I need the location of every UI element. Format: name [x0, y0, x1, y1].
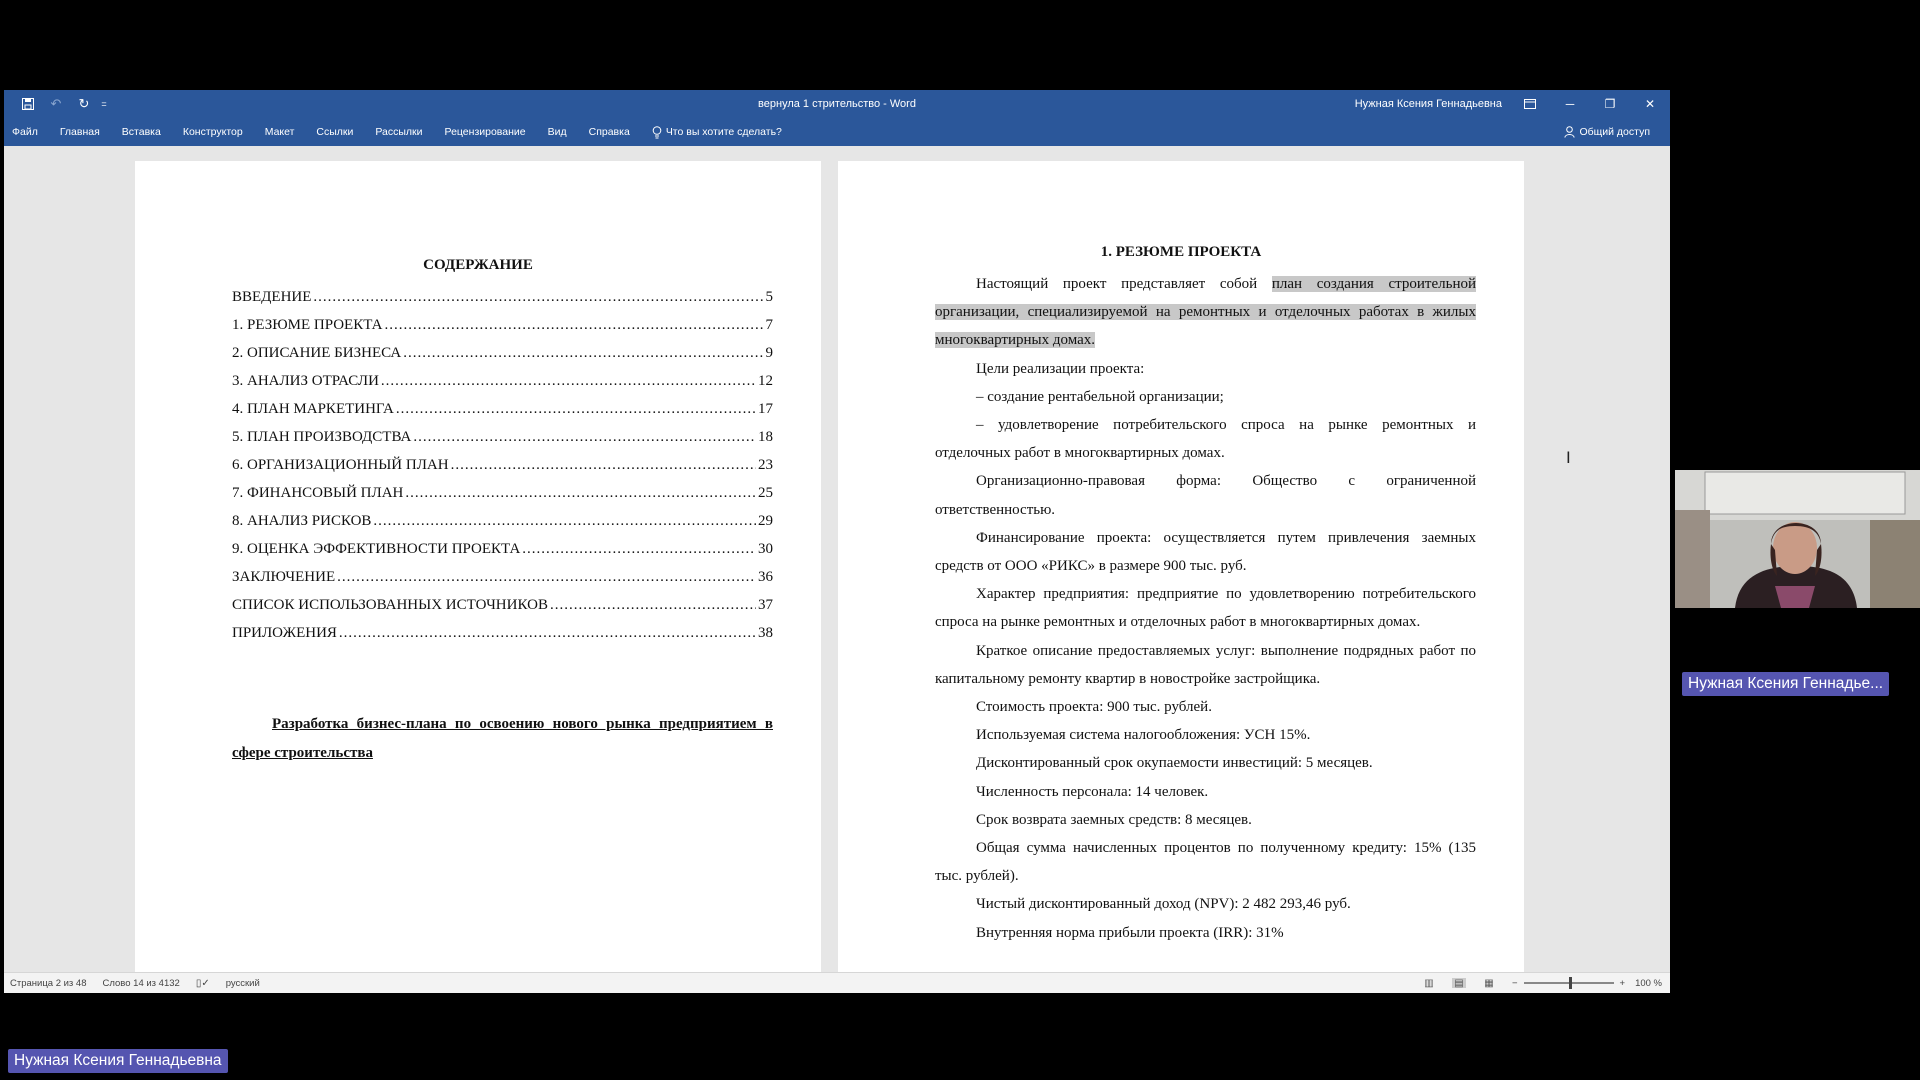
- toc-leader-dots: [373, 513, 756, 530]
- toc-entry-label: 7. ФИНАНСОВЫЙ ПЛАН: [232, 485, 404, 501]
- toc-entry-page: 18: [758, 429, 773, 445]
- tab-help[interactable]: Справка: [588, 126, 630, 138]
- toc-entry[interactable]: [232, 317, 773, 345]
- body-paragraph: Дисконтированный срок окупаемости инвестиций: 5 месяцев.: [976, 755, 1373, 772]
- toc-entry-label: 1. РЕЗЮМЕ ПРОЕКТА: [232, 317, 383, 333]
- participant-video[interactable]: [1675, 470, 1920, 608]
- toc-leader-dots: [403, 345, 763, 362]
- toc-leader-dots: [339, 625, 756, 642]
- toc-entry-label: ЗАКЛЮЧЕНИЕ: [232, 569, 336, 585]
- person-icon: [1564, 126, 1575, 138]
- tab-file[interactable]: Файл: [12, 126, 38, 138]
- user-name[interactable]: Нужная Ксения Геннадьевна: [1354, 98, 1502, 110]
- body-paragraph: Организационно-правовая форма: Общество с ограниченной ответственностью.: [935, 473, 1476, 518]
- toc-entry-label: 2. ОПИСАНИЕ БИЗНЕСА: [232, 345, 402, 361]
- toc-entry-label: 6. ОРГАНИЗАЦИОННЫЙ ПЛАН: [232, 457, 449, 473]
- toc-leader-dots: [381, 373, 756, 390]
- body-paragraph: Стоимость проекта: 900 тыс. рублей.: [976, 699, 1212, 716]
- body-paragraph: Срок возврата заемных средств: 8 месяцев.: [976, 811, 1252, 828]
- toc-entry-label: 9. ОЦЕНКА ЭФФЕКТИВНОСТИ ПРОЕКТА: [232, 541, 521, 557]
- close-icon[interactable]: ✕: [1644, 97, 1656, 111]
- toc-entry-page: 36: [758, 569, 773, 585]
- toc-entry-page: 23: [758, 457, 773, 473]
- toc-entry-label: 8. АНАЛИЗ РИСКОВ: [232, 513, 372, 529]
- tab-mailings[interactable]: Рассылки: [375, 126, 423, 138]
- minimize-icon[interactable]: ─: [1565, 97, 1575, 111]
- toc-leader-dots: [405, 485, 756, 502]
- tab-design[interactable]: Конструктор: [182, 126, 243, 138]
- body-paragraph: Общая сумма начисленных процентов по полученному кредиту: 15% (135 тыс. рублей).: [935, 840, 1476, 885]
- body-paragraph: Финансирование проекта: осуществляется путем привлечения заемных средств от ООО «РИКС» в размере 900 тыс. руб.: [935, 529, 1476, 575]
- body-paragraph: Цели реализации проекта:: [976, 360, 1145, 377]
- text-cursor-icon: I: [1566, 448, 1571, 467]
- toc-entry-label: 3. АНАЛИЗ ОТРАСЛИ: [232, 373, 379, 389]
- redo-icon[interactable]: ↻: [78, 96, 90, 111]
- ribbon-display-options-icon[interactable]: [1510, 90, 1550, 118]
- toc-leader-dots: [550, 597, 756, 614]
- toc-leader-dots: [522, 541, 756, 558]
- tab-review[interactable]: Рецензирование: [444, 126, 526, 138]
- toc-entry-page: 29: [758, 513, 773, 529]
- toc-entry[interactable]: [232, 401, 773, 429]
- word-window: [4, 90, 1670, 993]
- toc-entry[interactable]: [232, 429, 773, 457]
- zoom-out-icon[interactable]: −: [1511, 977, 1518, 989]
- toc-entry-page: 38: [758, 625, 773, 641]
- section-body: [935, 270, 1476, 947]
- body-paragraph: Используемая система налогообложения: УСН 15%.: [976, 727, 1311, 744]
- toc-entry-page: 5: [765, 289, 773, 305]
- toc-leader-dots: [396, 401, 756, 418]
- tab-insert[interactable]: Вставка: [121, 126, 161, 138]
- section-heading: 1. РЕЗЮМЕ ПРОЕКТА: [1100, 244, 1262, 260]
- toc-entry-page: 12: [758, 373, 773, 389]
- toc-entry[interactable]: [232, 345, 773, 373]
- toc-entry-label: 4. ПЛАН МАРКЕТИНГА: [232, 401, 394, 417]
- toc-entry-label: 5. ПЛАН ПРОИЗВОДСТВА: [232, 429, 412, 445]
- toc-entry[interactable]: [232, 625, 773, 653]
- tab-view[interactable]: Вид: [547, 126, 567, 138]
- document-page-1[interactable]: [135, 161, 821, 993]
- presenter-name-badge: Нужная Ксения Геннадьевна: [8, 1049, 228, 1073]
- toc-entry[interactable]: [232, 513, 773, 541]
- tab-layout[interactable]: Макет: [264, 126, 295, 138]
- zoom-level[interactable]: 100 %: [1635, 977, 1662, 989]
- toc-entry-page: 37: [758, 597, 773, 613]
- toc-entry-label: СПИСОК ИСПОЛЬЗОВАННЫХ ИСТОЧНИКОВ: [232, 597, 548, 613]
- toc-entry-label: ПРИЛОЖЕНИЯ: [232, 625, 337, 641]
- toc-leader-dots: [451, 457, 756, 474]
- table-of-contents: [232, 289, 773, 653]
- page-counter[interactable]: Страница 2 из 48: [10, 977, 87, 989]
- document-page-2[interactable]: [838, 161, 1524, 993]
- toc-leader-dots: [313, 289, 763, 306]
- toc-leader-dots: [413, 429, 756, 446]
- body-paragraph: – создание рентабельной организации;: [976, 388, 1224, 405]
- toc-entry-label: ВВЕДЕНИЕ: [232, 289, 312, 305]
- tell-me-box[interactable]: [652, 126, 782, 139]
- toc-entry[interactable]: [232, 597, 773, 625]
- print-layout-icon[interactable]: ▤: [1452, 978, 1466, 988]
- participant-name-badge: Нужная Ксения Геннадье...: [1682, 672, 1889, 696]
- selected-text: план создания строительной организации, специализируемой на ремонтных и отделочных работах в жилых многоквартирных домах.: [935, 276, 1476, 349]
- document-title: вернула 1 стрительство - Word: [758, 98, 916, 110]
- toc-entry[interactable]: [232, 373, 773, 401]
- zoom-slider-thumb[interactable]: [1569, 977, 1572, 989]
- status-bar: [4, 972, 1670, 993]
- toc-entry[interactable]: [232, 569, 773, 597]
- toc-leader-dots: [337, 569, 756, 586]
- customize-qat-icon[interactable]: =: [101, 99, 107, 109]
- toc-entry-page: 30: [758, 541, 773, 557]
- toc-entry-page: 7: [765, 317, 773, 333]
- body-paragraph: Чистый дисконтированный доход (NPV): 2 482 293,46 руб.: [976, 896, 1351, 913]
- intro-text: Настоящий проект представляет собой: [976, 276, 1272, 292]
- lightbulb-icon: [652, 126, 662, 139]
- read-mode-icon[interactable]: ▥: [1424, 977, 1434, 989]
- zoom-slider[interactable]: [1524, 982, 1614, 984]
- body-paragraph: Внутренняя норма прибыли проекта (IRR): 31%: [976, 924, 1284, 941]
- body-paragraph: Краткое описание предоставляемых услуг: выполнение подрядных работ по капитальному ремонту квартир в новостройке застройщика.: [935, 642, 1476, 687]
- toc-leader-dots: [384, 317, 763, 334]
- ribbon-tabs: [4, 118, 1670, 146]
- share-button[interactable]: [1564, 118, 1650, 146]
- toc-entry-page: 25: [758, 485, 773, 501]
- body-paragraph: Характер предприятия: предприятие по удовлетворению потребительского спроса на рынке ремонтных и отделочных работ в многоквартирных домах.: [935, 586, 1476, 631]
- intro-paragraph: [935, 270, 1476, 355]
- undo-icon[interactable]: ↶: [50, 96, 62, 111]
- language-indicator[interactable]: русский: [225, 977, 260, 989]
- toc-entry[interactable]: [232, 485, 773, 513]
- document-subject: Разработка бизнес-плана по освоению нового рынка предприятием в сфере строительства: [232, 716, 773, 761]
- toc-entry[interactable]: [232, 457, 773, 485]
- word-counter[interactable]: Слово 14 из 4132: [102, 977, 180, 989]
- toc-entry-page: 17: [758, 401, 773, 417]
- toc-entry[interactable]: [232, 289, 773, 317]
- share-label: Общий доступ: [1579, 126, 1650, 138]
- tab-references[interactable]: Ссылки: [316, 126, 354, 138]
- toc-entry[interactable]: [232, 541, 773, 569]
- tell-me-text: Что вы хотите сделать?: [665, 126, 782, 138]
- web-layout-icon[interactable]: ▦: [1484, 977, 1494, 989]
- toc-title: СОДЕРЖАНИЕ: [423, 257, 533, 273]
- tab-home[interactable]: Главная: [59, 126, 100, 138]
- toc-entry-page: 9: [765, 345, 773, 361]
- proofing-icon[interactable]: ▯✓: [195, 977, 210, 989]
- restore-icon[interactable]: ❐: [1604, 97, 1616, 111]
- zoom-in-icon[interactable]: +: [1619, 977, 1626, 989]
- body-paragraph: Численность персонала: 14 человек.: [976, 783, 1209, 800]
- title-bar: [4, 90, 1670, 118]
- body-paragraph: – удовлетворение потребительского спроса на рынке ремонтных и отделочных работ в многоквартирных домах.: [935, 417, 1476, 462]
